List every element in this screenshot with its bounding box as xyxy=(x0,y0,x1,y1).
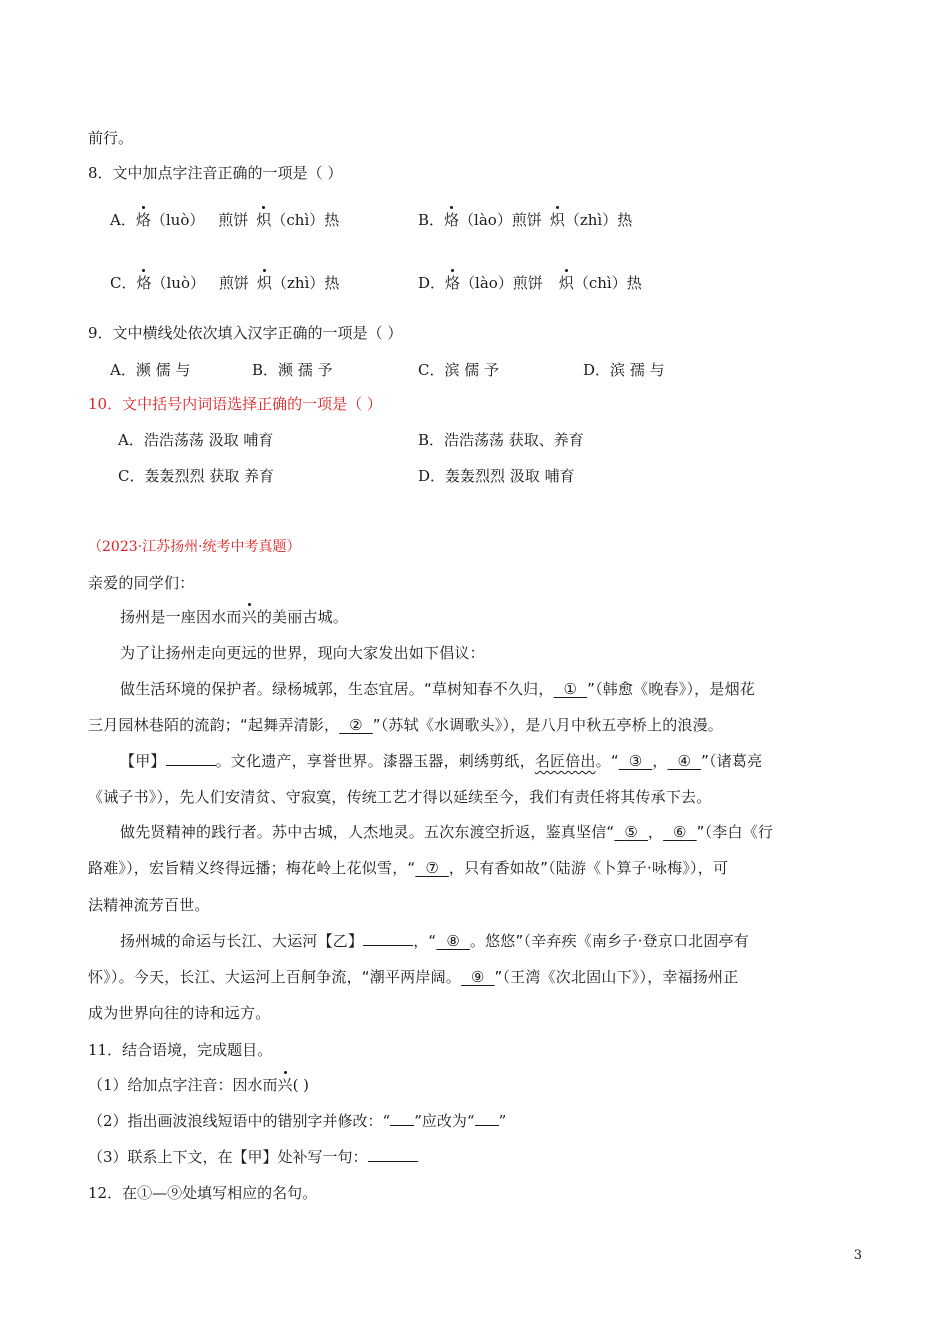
q8-c-pinyin-1: （luò） xyxy=(151,274,205,292)
passage-p5-line1: 做先贤精神的践行者。苏中古城，人杰地灵。五次东渡空折返，鉴真坚信“ ⑤ ， ⑥ ”（李白《行 xyxy=(120,823,774,841)
source-tag: （2023·江苏扬州·统考中考真题） xyxy=(88,539,301,555)
q11-sub1-answer[interactable]: ( ) xyxy=(292,1076,310,1094)
q8-option-a[interactable] xyxy=(110,210,339,230)
passage-p6-line1: 扬州城的命运与长江、大运河【乙】 ，“ ⑧ 。悠悠”（辛弃疾《南乡子·登京口北固亭有 xyxy=(120,932,749,950)
q10-stem: 10．文中括号内词语选择正确的一项是（ ） xyxy=(88,395,382,413)
passage-p2: 为了让扬州走向更远的世界，现向大家发出如下倡议： xyxy=(120,644,485,662)
q8-d-pinyin-2: （chì）热 xyxy=(573,274,642,292)
q8-c-word: 煎饼 xyxy=(219,274,250,292)
q8-c-label: C． xyxy=(110,274,137,292)
q10-option-c[interactable]: C．轰轰烈烈 获取 养育 xyxy=(118,467,275,485)
q11-sub2: （2）指出画波浪线短语中的错别字并修改：“ ”应改为“ ” xyxy=(88,1112,507,1130)
q11-wrong-char-blank[interactable] xyxy=(390,1111,414,1126)
q12-stem: 12．在①—⑨处填写相应的名句。 xyxy=(88,1184,318,1202)
dotted-char-xing: 兴 xyxy=(241,608,257,626)
q8-a-pinyin-1: （luò） xyxy=(150,211,205,229)
q8-c-pinyin-2: （zhì）热 xyxy=(272,274,340,292)
q10-option-a[interactable]: A．浩浩荡荡 汲取 哺育 xyxy=(118,431,274,449)
q10-option-d[interactable]: D．轰轰烈烈 汲取 哺育 xyxy=(418,467,575,485)
q9-option-d[interactable]: D．滨 孺 与 xyxy=(583,361,665,379)
q8-c-dotted-char-2: 炽 xyxy=(257,274,273,292)
passage-p3-line1: 做生活环境的保护者。绿杨城郭，生态宜居。“草树知春不久归， ① ”（韩愈《晚春》），是烟花 xyxy=(120,680,755,698)
q8-a-dotted-char-1: 烙 xyxy=(135,211,151,229)
q9-stem: 9．文中横线处依次填入汉字正确的一项是（ ） xyxy=(88,324,403,342)
q8-option-c[interactable] xyxy=(110,273,339,293)
q8-b-label: B． xyxy=(418,211,445,229)
q8-d-label: D． xyxy=(418,274,446,292)
passage-p5-line3: 法精神流芳百世。 xyxy=(88,896,210,914)
passage-p4-line2: 《诫子书》），先人们安清贫、守寂寞，传统工艺才得以延续至今，我们有责任将其传承下去。 xyxy=(88,788,712,806)
passage-p3-line2: 三月园林巷陌的流韵；“起舞弄清影， ② ”（苏轼《水调歌头》），是八月中秋五亭桥上的浪漫。 xyxy=(88,716,723,734)
q8-a-word: 煎饼 xyxy=(218,211,249,229)
q10-option-b[interactable]: B．浩浩荡荡 获取、养育 xyxy=(418,431,584,449)
q11-sub1: （1）给加点字注音：因水而兴( ) xyxy=(88,1076,310,1094)
q8-d-dotted-char-1: 烙 xyxy=(445,274,461,292)
page-number: 3 xyxy=(853,1248,862,1263)
q8-b-pinyin-1: （lào）煎饼 xyxy=(459,211,542,229)
blank-4[interactable]: ④ xyxy=(677,752,692,770)
q8-a-dotted-char-2: 炽 xyxy=(256,211,272,229)
blank-8[interactable]: ⑧ xyxy=(446,932,460,950)
blank-5[interactable]: ⑤ xyxy=(624,823,638,841)
q11-correct-char-blank[interactable] xyxy=(475,1111,499,1126)
passage-p4-line1: 【甲】 。文化遗产，享誉世界。漆器玉器，刺绣剪纸，名匠倍出。“ ③ ， ④ ”（诸葛亮 xyxy=(120,752,763,770)
q8-option-b[interactable] xyxy=(418,210,632,230)
q11-sub3: （3）联系上下文，在【甲】处补写一句： xyxy=(88,1147,418,1167)
wavy-phrase: 名匠倍出 xyxy=(534,752,596,770)
q8-stem: 8．文中加点字注音正确的一项是（ ） xyxy=(88,164,343,182)
passage-greeting: 亲爱的同学们： xyxy=(88,574,195,592)
q8-option-d[interactable] xyxy=(418,273,642,293)
q9-option-a[interactable]: A．濒 儒 与 xyxy=(110,361,191,379)
blank-yi[interactable] xyxy=(363,931,413,946)
q9-option-c[interactable]: C．滨 儒 予 xyxy=(418,361,500,379)
blank-2[interactable]: ② xyxy=(349,716,363,734)
passage-p1: 扬州是一座因水而兴的美丽古城。 xyxy=(120,608,349,626)
q9-option-b[interactable]: B．濒 孺 予 xyxy=(252,361,333,379)
q8-d-pinyin-1: （lào）煎饼 xyxy=(460,274,543,292)
passage-p6-line3: 成为世界向往的诗和远方。 xyxy=(88,1004,271,1022)
q11-jia-blank[interactable] xyxy=(368,1147,418,1162)
passage-p6-line2: 怀》）。今天，长江、大运河上百舸争流，“潮平两岸阔。 ⑨ ”（王湾《次北固山下》），幸福扬州正 xyxy=(88,968,739,986)
blank-9[interactable]: ⑨ xyxy=(470,968,485,986)
q11-stem: 11．结合语境，完成题目。 xyxy=(88,1041,273,1059)
blank-jia[interactable] xyxy=(166,751,216,766)
q8-a-label: A． xyxy=(110,211,136,229)
blank-3[interactable]: ③ xyxy=(628,752,643,770)
continued-text: 前行。 xyxy=(88,129,134,147)
blank-6[interactable]: ⑥ xyxy=(673,823,687,841)
q8-b-dotted-char-1: 烙 xyxy=(444,211,460,229)
q8-b-pinyin-2: （zhì）热 xyxy=(564,211,633,229)
q8-c-dotted-char-1: 烙 xyxy=(136,274,152,292)
q8-a-pinyin-2: （chì）热 xyxy=(271,211,340,229)
q8-b-dotted-char-2: 炽 xyxy=(549,211,565,229)
q11-dotted-char: 兴 xyxy=(277,1076,293,1094)
passage-p5-line2: 路难》），宏旨精义终得远播；梅花岭上花似雪，“ ⑦ ，只有香如故”（陆游《卜算子·咏梅》），可 xyxy=(88,859,729,877)
blank-1[interactable]: ① xyxy=(563,680,578,698)
q8-d-dotted-char-2: 炽 xyxy=(558,274,574,292)
blank-7[interactable]: ⑦ xyxy=(425,859,439,877)
